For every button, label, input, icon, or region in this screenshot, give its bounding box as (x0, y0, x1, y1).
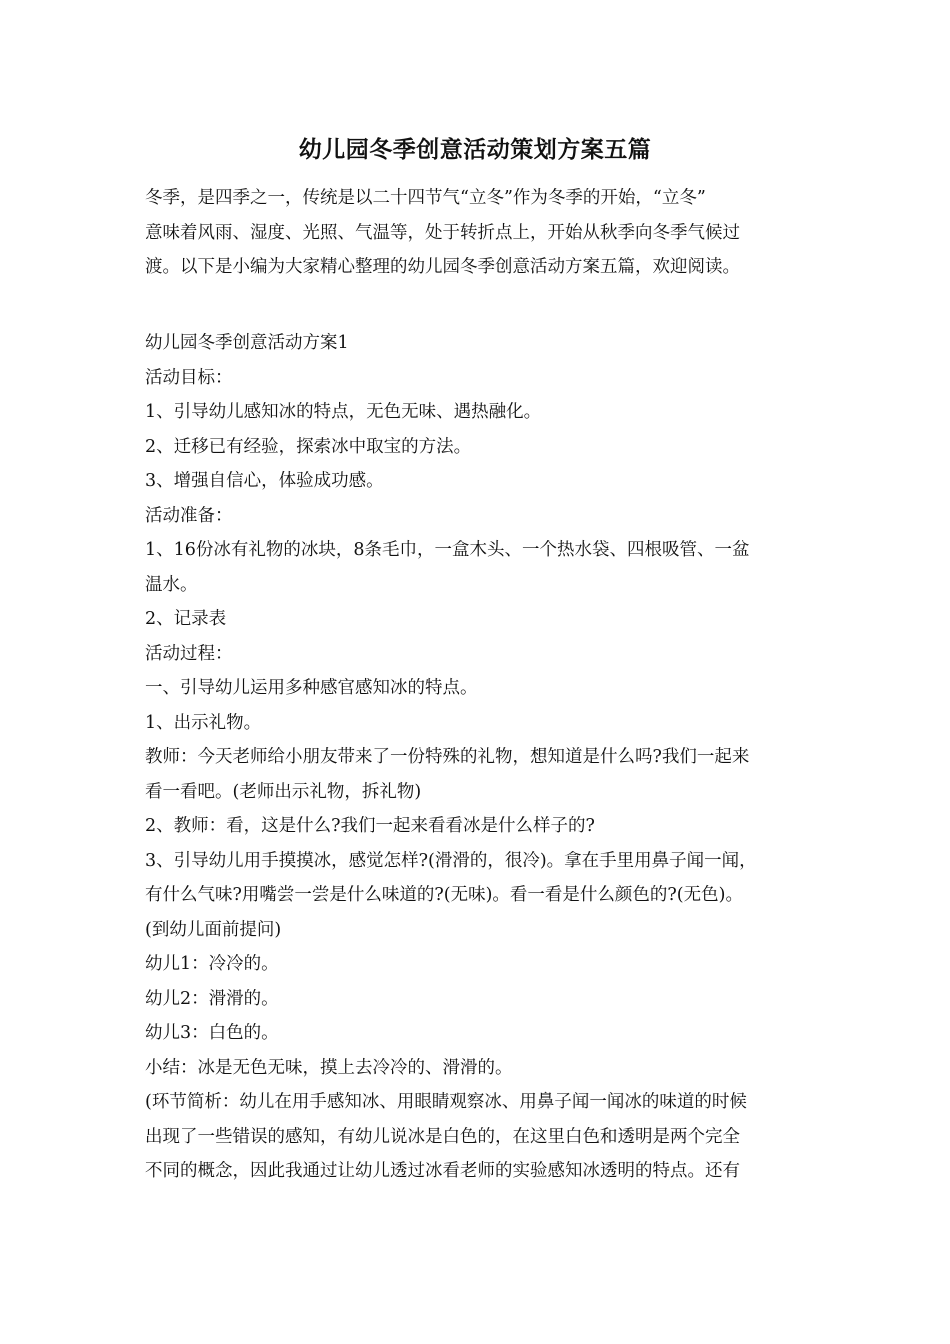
intro-line: 意味着风雨、湿度、光照、气温等，处于转折点上，开始从秋季向冬季气候过 (145, 222, 740, 243)
text-line: 出现了一些错误的感知，有幼儿说冰是白色的，在这里白色和透明是两个完全 (145, 1126, 740, 1147)
text-line: (环节简析：幼儿在用手感知冰、用眼睛观察冰、用鼻子闻一闻冰的味道的时候 (145, 1092, 747, 1112)
subheading-goals: 活动目标： (145, 367, 233, 388)
subheading-preparation: 活动准备： (145, 505, 233, 526)
text-line: 有什么气味?用嘴尝一尝是什么味道的?(无味)。看一看是什么颜色的?(无色)。 (145, 885, 743, 905)
intro-line: 渡。以下是小编为大家精心整理的幼儿园冬季创意活动方案五篇，欢迎阅读。 (145, 257, 740, 277)
text-line: 温水。 (145, 574, 198, 595)
text-line: 小结：冰是无色无味，摸上去冷冷的、滑滑的。 (145, 1057, 513, 1078)
document-body (145, 326, 815, 1189)
text-line: 1、出示礼物。 (145, 712, 262, 733)
text-line: 一、引导幼儿运用多种感官感知冰的特点。 (145, 678, 478, 698)
text-line: 幼儿1：冷冷的。 (145, 954, 279, 974)
text-line: 教师：今天老师给小朋友带来了一份特殊的礼物，想知道是什么吗?我们一起来 (145, 747, 750, 767)
text-line: 2、教师：看，这是什么?我们一起来看看冰是什么样子的? (145, 816, 595, 836)
intro-paragraph (145, 181, 815, 285)
text-line: 3、引导幼儿用手摸摸冰，感觉怎样?(滑滑的，很冷)。拿在手里用鼻子闻一闻， (145, 850, 757, 871)
text-line: 3、增强自信心，体验成功感。 (145, 471, 384, 491)
section-heading: 幼儿园冬季创意活动方案1 (145, 333, 349, 353)
text-line: 1、引导幼儿感知冰的特点，无色无味、遇热融化。 (145, 402, 542, 422)
subheading-process: 活动过程： (145, 643, 233, 664)
text-line: 幼儿3：白色的。 (145, 1023, 279, 1043)
text-line: 2、迁移已有经验，探索冰中取宝的方法。 (145, 436, 472, 457)
text-line: (到幼儿面前提问) (145, 919, 282, 940)
text-line: 2、记录表 (145, 609, 227, 629)
text-line: 不同的概念，因此我通过让幼儿透过冰看老师的实验感知冰透明的特点。还有 (145, 1161, 740, 1181)
text-line: 1、16份冰有礼物的冰块，8条毛巾，一盒木头、一个热水袋、四根吸管、一盆 (145, 540, 750, 560)
text-line: 幼儿2：滑滑的。 (145, 988, 279, 1009)
document-title: 幼儿园冬季创意活动策划方案五篇 (298, 136, 652, 163)
intro-line: 冬季，是四季之一，传统是以二十四节气“立冬”作为冬季的开始，“立冬” (145, 188, 706, 208)
text-line: 看一看吧。(老师出示礼物，拆礼物) (145, 781, 422, 802)
